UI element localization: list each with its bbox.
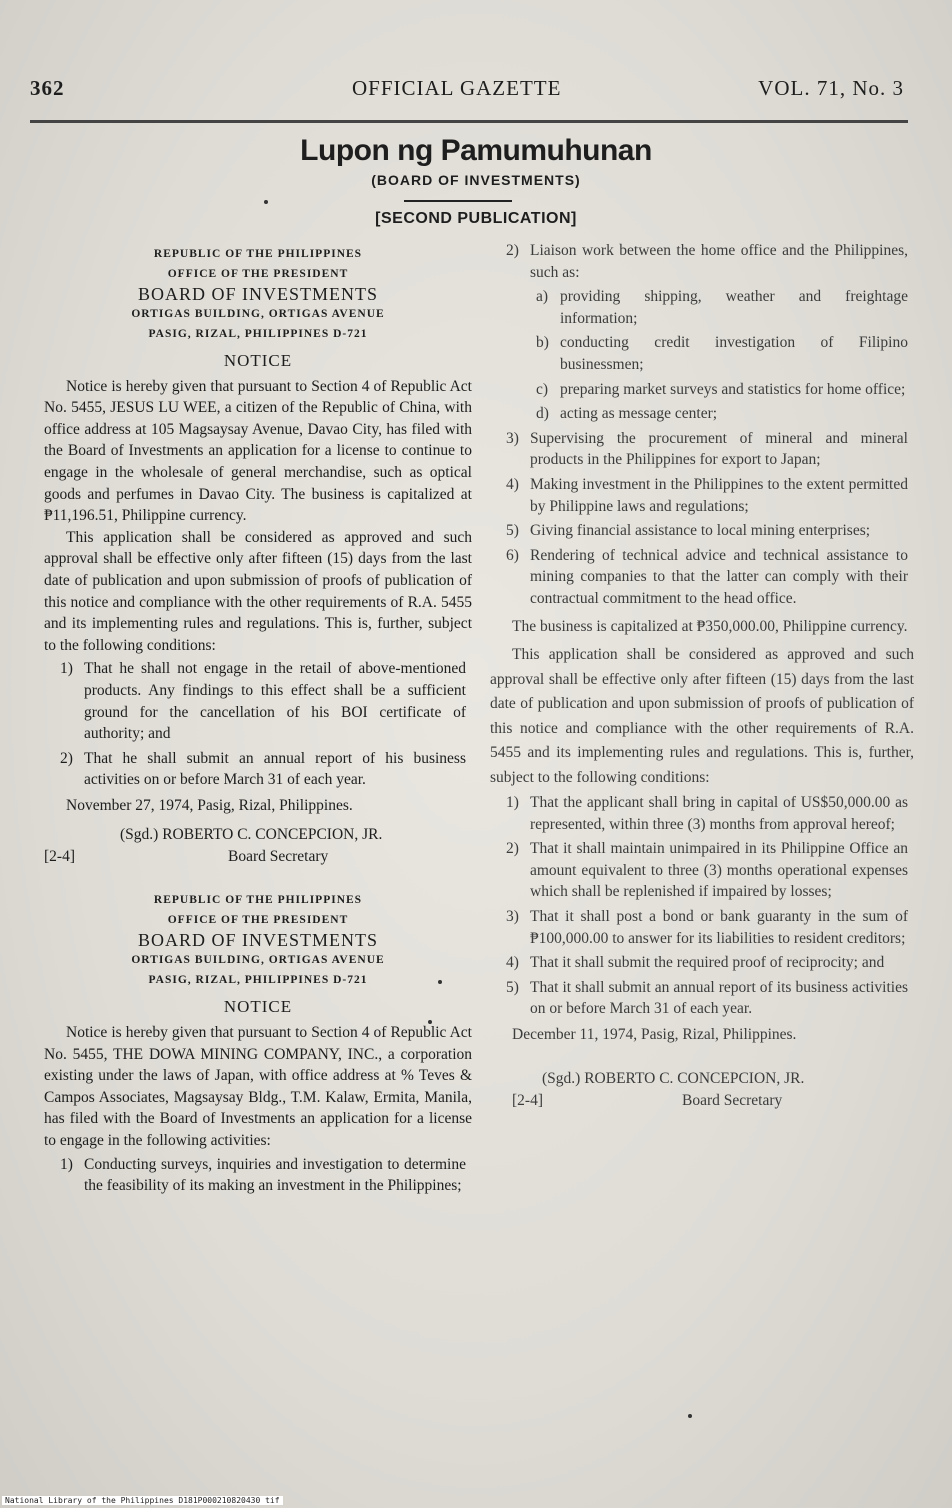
list-item xyxy=(490,379,914,401)
item-number: d) xyxy=(536,405,549,423)
notice2-activities xyxy=(490,240,914,283)
list-item xyxy=(490,520,914,542)
notice1-paragraph-2: This application shall be considered as approved and such approval shall be effective only after fifteen (15) days from the last date of publication and upon submission of proofs of publication of this notice and compliance with the other requirements of R.A. 5455 and its implementing rules and regulations. This is, further, subject to the following conditions: xyxy=(44,528,472,654)
sgd-label: (Sgd.) xyxy=(120,826,159,844)
notice1-reference: [2-4] xyxy=(44,848,75,866)
notice1-heading xyxy=(44,244,472,344)
publication-title: OFFICIAL GAZETTE xyxy=(352,76,562,100)
item-number: 2) xyxy=(506,840,519,858)
right-column xyxy=(490,238,914,1112)
notice2-paragraph-2: This application shall be considered as approved and such approval shall be effective only after fifteen (15) days from the last date of publication and upon submission of proofs of publication of this notice and compliance with the other requirements of R.A. 5455 and its implementing rules and regulations. This is, further, subject to the following conditions: xyxy=(490,646,914,786)
list-item xyxy=(490,474,914,517)
notice1-signature xyxy=(120,824,382,846)
header-rule xyxy=(30,120,908,123)
notice2-heading xyxy=(44,890,472,990)
notice2-title: NOTICE xyxy=(223,997,293,1017)
volume-number: VOL. 71, No. 3 xyxy=(758,76,904,100)
notice2-paragraph-1: Notice is hereby given that pursuant to Section 4 of Republic Act No. 5455, THE DOWA MINING COMPANY, INC., a corporation existing under the laws of Japan, with office address at % Teves & Campos Associates, Magsaysay Bldg., T.M. Kalaw, Ermita, Manila, has filed with the Board of Investments an application for a license to engage in the following activities: xyxy=(44,1024,472,1150)
item-text: That it shall post a bond or bank guaranty in the sum of ₱100,000.00 to answer for its liabilities to resident creditors; xyxy=(530,908,908,947)
list-item xyxy=(490,332,914,375)
item-text: That he shall submit an annual report of his business activities on or before March 31 of each year. xyxy=(84,749,466,789)
notice2-conditions xyxy=(490,792,914,1020)
print-speck xyxy=(264,200,268,204)
item-text: conducting credit investigation of Filipino businessmen; xyxy=(560,334,908,373)
list-item xyxy=(490,428,914,471)
item-number: 1) xyxy=(60,660,73,678)
print-speck xyxy=(438,980,442,984)
list-item xyxy=(490,977,914,1020)
item-text: preparing market surveys and statistics for home office; xyxy=(560,380,906,398)
item-number: 5) xyxy=(506,522,519,540)
sgd-label: (Sgd.) xyxy=(542,1069,581,1087)
notice1-office: OFFICE OF THE PRESIDENT xyxy=(167,268,349,280)
item-number: 4) xyxy=(506,954,519,972)
notice2-role: Board Secretary xyxy=(682,1091,783,1109)
notice2-sub-activities xyxy=(490,286,914,425)
notice2-office: OFFICE OF THE PRESIDENT xyxy=(167,914,349,927)
item-text: Supervising the procurement of mineral and mineral products in the Philippines for export to Japan; xyxy=(530,429,908,469)
item-number: 6) xyxy=(506,546,519,564)
print-speck xyxy=(428,1020,432,1024)
notice2-location: PASIG, RIZAL, PHILIPPINES D-721 xyxy=(148,974,368,987)
print-speck xyxy=(688,1414,692,1418)
item-text: acting as message center; xyxy=(560,405,718,423)
list-item xyxy=(490,286,914,329)
item-text: That it shall submit the required proof of reciprocity; and xyxy=(530,954,885,972)
item-number: 5) xyxy=(506,978,519,996)
notice1-board: BOARD OF INVESTMENTS xyxy=(137,284,379,304)
item-text: Giving financial assistance to local mining enterprises; xyxy=(530,522,871,540)
item-number: 3) xyxy=(506,429,519,447)
item-number: c) xyxy=(536,380,549,398)
list-item xyxy=(490,240,914,283)
item-number: 2) xyxy=(60,749,73,767)
notice2-signature xyxy=(542,1068,804,1090)
notice2-activity-list-start xyxy=(44,1154,472,1197)
item-text: Liaison work between the home office and the Philippines, such as: xyxy=(530,242,908,281)
item-text: That it shall maintain unimpaired in its Philippine Office an amount equivalent to three (3) months operational expenses which shall be replenished if impaired by losses; xyxy=(530,840,908,901)
notice1-title: NOTICE xyxy=(223,351,293,370)
notice2-republic: REPUBLIC OF THE PHILIPPINES xyxy=(153,894,363,907)
item-text: Conducting surveys, inquiries and investigation to determine the feasibility of its making an investment in the Philippines; xyxy=(84,1155,466,1195)
notice1-conditions xyxy=(44,658,472,791)
item-number: 4) xyxy=(506,475,519,493)
notice1-date-line: November 27, 1974, Pasig, Rizal, Philippines. xyxy=(66,796,353,814)
item-number: a) xyxy=(536,288,549,306)
notice1-building: ORTIGAS BUILDING, ORTIGAS AVENUE xyxy=(131,308,385,320)
signatory-name: ROBERTO C. CONCEPCION, JR. xyxy=(584,1069,805,1087)
notice1-location: PASIG, RIZAL, PHILIPPINES D-721 xyxy=(148,328,368,340)
notice2-reference: [2-4] xyxy=(512,1091,543,1109)
notice2-board: BOARD OF INVESTMENTS xyxy=(137,930,379,951)
notice2-activities-more xyxy=(490,428,914,610)
item-number: 1) xyxy=(60,1155,73,1173)
section-title: Lupon ng Pamumuhunan xyxy=(300,134,652,167)
list-item xyxy=(490,906,914,949)
list-item xyxy=(490,545,914,610)
scan-footer: National Library of the Philippines D181P000210820430 tif xyxy=(2,1496,283,1505)
item-text: That it shall submit an annual report of its business activities on or before March 31 of each year. xyxy=(530,978,908,1018)
spacer xyxy=(44,868,472,890)
list-item xyxy=(490,952,914,974)
item-number: 1) xyxy=(506,794,519,812)
title-rule xyxy=(404,200,512,202)
left-column xyxy=(44,244,472,1200)
item-number: 3) xyxy=(506,908,519,926)
list-item xyxy=(44,748,472,791)
signatory-name: ROBERTO C. CONCEPCION, JR. xyxy=(162,826,383,844)
item-text: providing shipping, weather and freightage information; xyxy=(560,288,908,327)
item-text: Rendering of technical advice and technical assistance to mining companies to that the latter can comply with their contractual commitment to the head office. xyxy=(530,546,908,607)
notice2-date-line: December 11, 1974, Pasig, Rizal, Philippines. xyxy=(512,1026,797,1044)
list-item xyxy=(490,838,914,903)
item-number: 2) xyxy=(506,242,519,259)
notice1-paragraph-1: Notice is hereby given that pursuant to Section 4 of Republic Act No. 5455, JESUS LU WEE, a citizen of the Republic of China, with office address at 105 Magsaysay Avenue, Davao City, has filed with the Board of Investments an application for a license to continue to engage in the wholesale of general merchandise, such as optical goods and perfumes in Davao City. The business is capitalized at ₱11,196.51, Philippine currency. xyxy=(44,377,472,525)
publication-note: [SECOND PUBLICATION] xyxy=(375,210,577,227)
list-item xyxy=(44,658,472,744)
notice1-republic: REPUBLIC OF THE PHILIPPINES xyxy=(153,248,363,260)
item-number: b) xyxy=(536,334,549,352)
notice2-capital: The business is capitalized at ₱350,000.00, Philippine currency. xyxy=(512,617,908,635)
notice2-signature-block xyxy=(490,1068,914,1112)
notice1-signature-block xyxy=(44,824,472,868)
notice2-building: ORTIGAS BUILDING, ORTIGAS AVENUE xyxy=(131,954,385,967)
item-text: That he shall not engage in the retail of above-mentioned products. Any findings to this effect shall be a sufficient ground for the cancellation of his BOI certificate of authority; and xyxy=(84,660,466,743)
page-number: 362 xyxy=(30,76,65,100)
list-item xyxy=(490,792,914,835)
item-text: Making investment in the Philippines to the extent permitted by Philippine laws and regulations; xyxy=(530,475,908,515)
notice1-role: Board Secretary xyxy=(228,848,329,866)
item-text: That the applicant shall bring in capital of US$50,000.00 as represented, within three (3) months from approval hereof; xyxy=(530,794,908,833)
list-item xyxy=(44,1154,472,1197)
section-subtitle: (BOARD OF INVESTMENTS) xyxy=(371,172,581,188)
list-item xyxy=(490,403,914,425)
